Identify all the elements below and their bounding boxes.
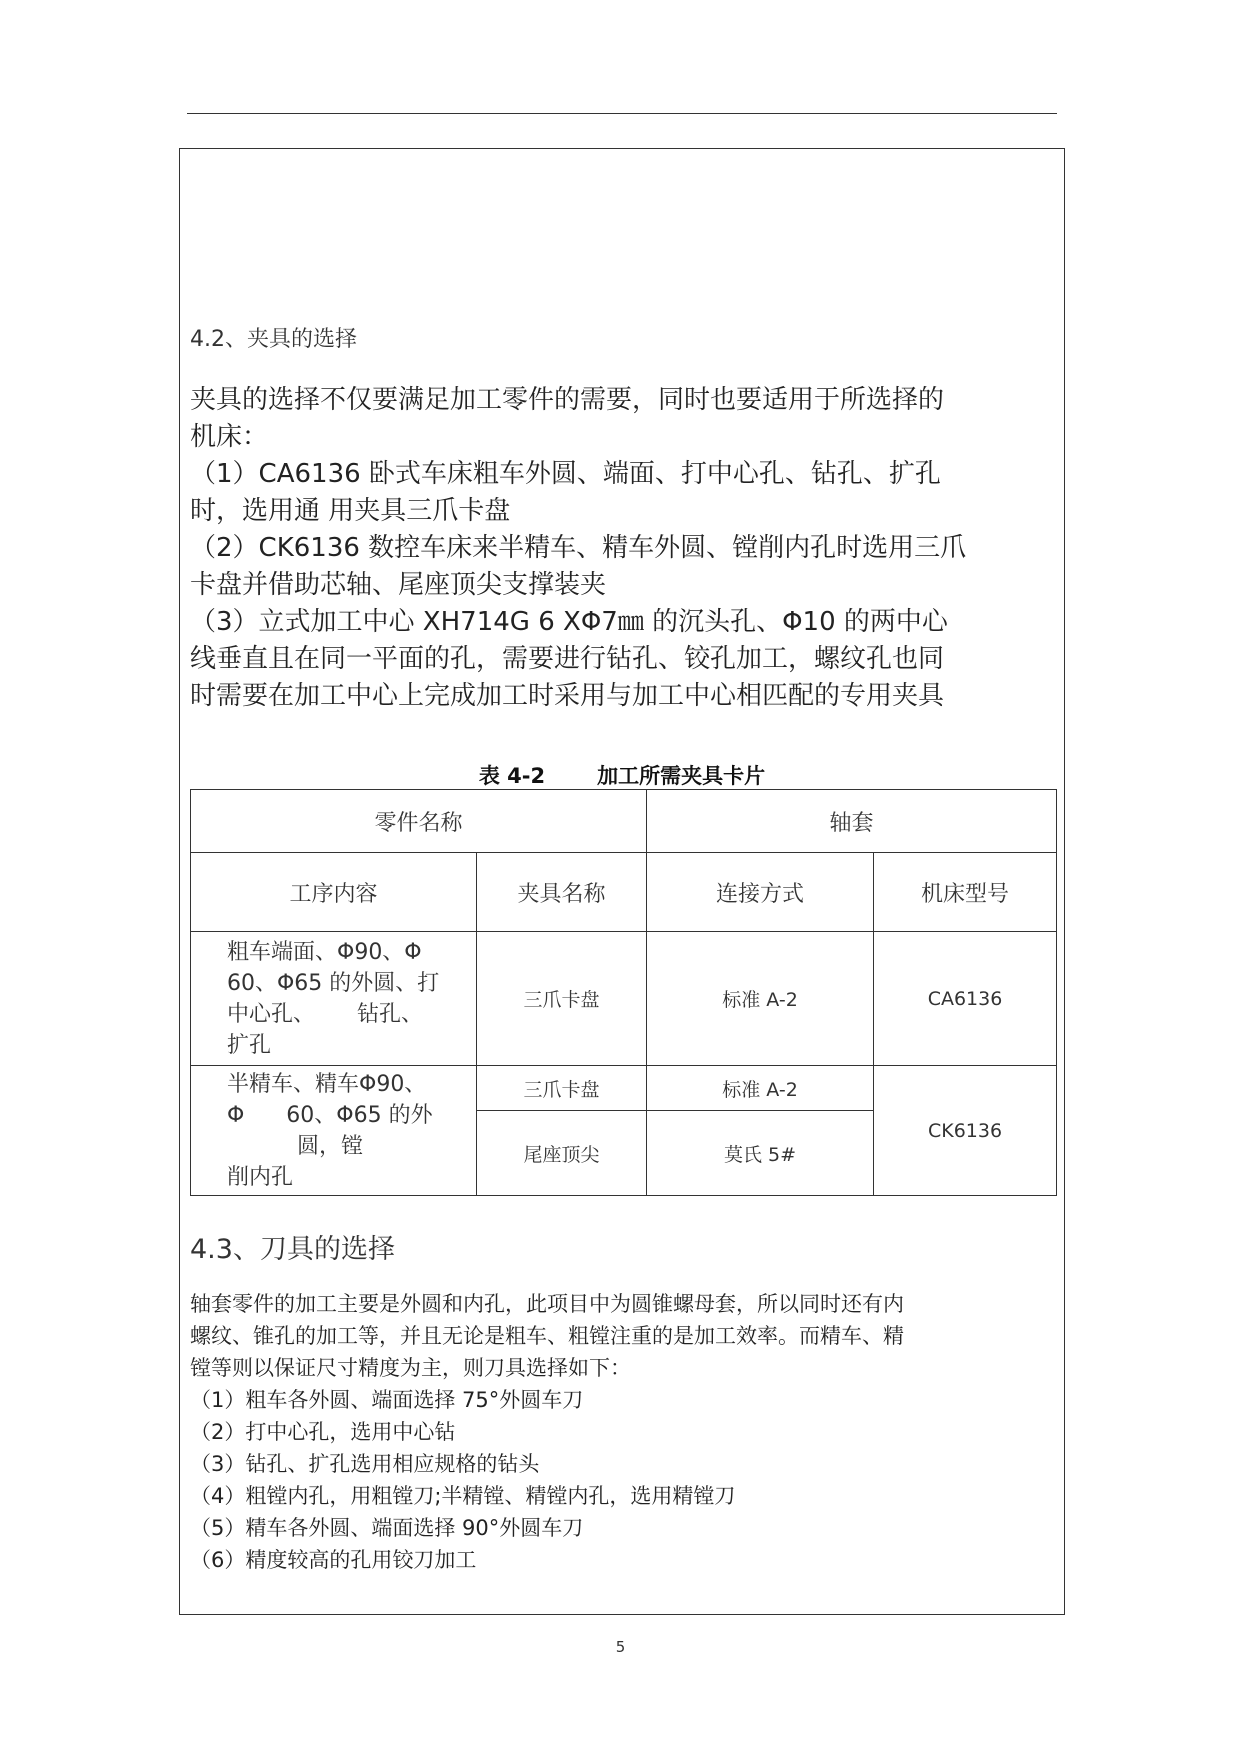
paragraph-line: 时需要在加工中心上完成加工时采用与加工中心相匹配的专用夹具: [190, 681, 945, 711]
paragraph-line: （3）钻孔、扩孔选用相应规格的钻头: [190, 1452, 540, 1476]
connection-cell: 标准 A-2: [647, 932, 874, 1066]
paragraph-line: （2）CK6136 数控车床来半精车、精车外圆、镗削内孔时选用三爪: [190, 533, 967, 563]
paragraph-line: （5）精车各外圆、端面选择 90°外圆车刀: [190, 1516, 584, 1540]
part-name-value: 轴套: [647, 790, 1057, 853]
paragraph-line: 螺纹、锥孔的加工等，并且无论是粗车、粗镗注重的是加工效率。而精车、精: [190, 1324, 904, 1348]
section-heading-4-2: 4.2、夹具的选择: [190, 327, 357, 352]
connection-cell: 标准 A-2: [647, 1066, 874, 1111]
process-line: 半精车、精车Φ90、: [227, 1071, 427, 1097]
paragraph-line: （1）CA6136 卧式车床粗车外圆、端面、打中心孔、钻孔、扩孔: [190, 459, 941, 489]
machine-model-cell: CA6136: [874, 932, 1057, 1066]
section-heading-4-3: 4.3、刀具的选择: [190, 1234, 395, 1265]
paragraph-line: （3）立式加工中心 XH714G 6 XΦ7㎜ 的沉头孔、Φ10 的两中心: [190, 607, 948, 637]
process-line: 削内孔: [227, 1164, 294, 1190]
paragraph-line: 轴套零件的加工主要是外圆和内孔，此项目中为圆锥螺母套，所以同时还有内: [190, 1292, 904, 1316]
paragraph-line: （6）精度较高的孔用铰刀加工: [190, 1548, 477, 1572]
header-rule: [187, 113, 1057, 114]
paragraph-line: 卡盘并借助芯轴、尾座顶尖支撑装夹: [190, 570, 607, 600]
fixture-name-cell: 三爪卡盘: [477, 932, 647, 1066]
fixture-card-table: [190, 789, 1057, 1196]
table-header-cell: 机床型号: [874, 853, 1057, 932]
table-header-cell: 夹具名称: [477, 853, 647, 932]
paragraph-line: （1）粗车各外圆、端面选择 75°外圆车刀: [190, 1388, 584, 1412]
table-header-cell: 工序内容: [191, 853, 477, 932]
table-number: 表 4-2: [478, 764, 546, 788]
process-content-cell: [191, 932, 477, 1066]
paragraph-line: 时，选用通 用夹具三爪卡盘: [190, 496, 511, 526]
paragraph-line: 镗等则以保证尺寸精度为主，则刀具选择如下：: [190, 1356, 631, 1380]
part-name-label: 零件名称: [191, 790, 647, 853]
paragraph-line: （2）打中心孔，选用中心钻: [190, 1420, 456, 1444]
process-line: 中心孔、 钻孔、: [227, 1001, 423, 1027]
process-line: 圆，镗: [297, 1133, 364, 1159]
paragraph-line: 机床：: [190, 422, 269, 452]
process-content-cell: [191, 1066, 477, 1196]
process-line: 60、Φ65 的外圆、打: [227, 970, 440, 996]
process-line: Φ 60、Φ65 的外: [227, 1102, 433, 1128]
paragraph-line: 夹具的选择不仅要满足加工零件的需要，同时也要适用于所选择的: [190, 385, 945, 415]
page-number: 5: [615, 1638, 626, 1656]
connection-cell: 莫氏 5#: [647, 1111, 874, 1196]
process-line: 扩孔: [227, 1032, 272, 1058]
process-line: 粗车端面、Φ90、Φ: [227, 939, 422, 965]
fixture-name-cell: 三爪卡盘: [477, 1066, 647, 1111]
table-header-cell: 连接方式: [647, 853, 874, 932]
paragraph-line: 线垂直且在同一平面的孔，需要进行钻孔、铰孔加工，螺纹孔也同: [190, 644, 945, 674]
fixture-name-cell: 尾座顶尖: [477, 1111, 647, 1196]
machine-model-cell: CK6136: [874, 1066, 1057, 1196]
table-caption: [179, 760, 1065, 790]
paragraph-line: （4）粗镗内孔，用粗镗刀;半精镗、精镗内孔，选用精镗刀: [190, 1484, 736, 1508]
table-title: 加工所需夹具卡片: [597, 764, 766, 788]
